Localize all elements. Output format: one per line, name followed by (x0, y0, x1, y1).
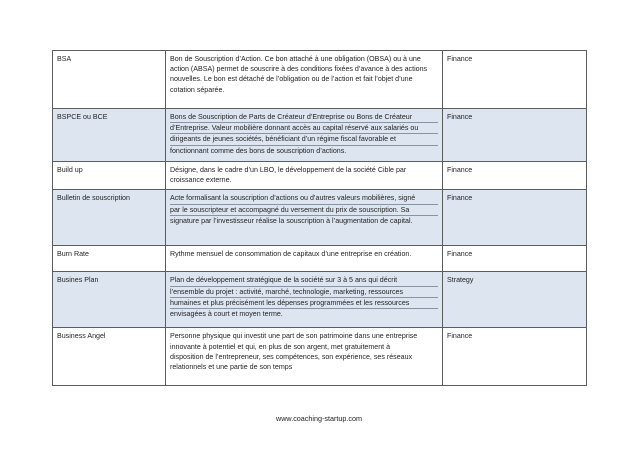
definition-line: envisagées à court et moyen terme. (170, 310, 283, 319)
definition-cell (166, 246, 443, 272)
category-cell: Finance (443, 162, 587, 190)
category-cell: Finance (443, 109, 587, 162)
definition-line: d’Entreprise. Valeur mobilière donnant accès au capital réservé aux salariés ou (170, 123, 438, 134)
term-cell: Busines Plan (53, 272, 166, 328)
definition-cell (166, 272, 443, 328)
definition-line: par le souscripteur et accompagné du versement du prix de souscription. Sa (170, 205, 438, 216)
definition-line: Bons de Souscription de Parts de Créateur d’Entreprise ou Bons de Créateur (170, 112, 438, 123)
category-cell: Finance (443, 246, 587, 272)
definition-line: fonctionnant comme des bons de souscription d’actions. (170, 146, 347, 155)
definition-line: Acte formalisant la souscription d’actions ou d’autres valeurs mobilières, signé (170, 193, 438, 204)
category-cell: Strategy (443, 272, 587, 328)
glossary-row (53, 272, 587, 328)
definition-cell (166, 190, 443, 246)
glossary-row (53, 246, 587, 272)
term-cell: BSPCE ou BCE (53, 109, 166, 162)
definition-line: croissance externe. (170, 176, 232, 185)
definition-line: l’ensemble du projet : activité, marché, technologie, marketing, ressources (170, 287, 438, 298)
term-cell: Burn Rate (53, 246, 166, 272)
term-cell: BSA (53, 51, 166, 109)
definition-line: Personne physique qui investit une part de son patrimoine dans une entreprise (170, 332, 418, 341)
definition-cell (166, 328, 443, 386)
category-cell: Finance (443, 190, 587, 246)
definition-line: cotation séparée. (170, 85, 225, 94)
definition-line: Désigne, dans le cadre d’un LBO, le développement de la société Cible par (170, 166, 407, 174)
glossary-row (53, 190, 587, 246)
definition-line: Rythme mensuel de consommation de capitaux d’une entreprise en création. (170, 250, 412, 259)
definition-line: Bon de Souscription d’Action. Ce bon attaché à une obligation (OBSA) ou à une (170, 55, 421, 63)
definition-line: innovante à potentiel et qui, en plus de son argent, met gratuitement à (170, 342, 391, 351)
definition-cell (166, 162, 443, 190)
definition-line: dirigeants de jeunes sociétés, bénéficiant d’un régime fiscal favorable et (170, 134, 438, 145)
glossary-row (53, 162, 587, 190)
glossary-body (53, 51, 587, 386)
definition-cell (166, 109, 443, 162)
definition-line: disposition de l’entrepreneur, ses compétences, son expérience, ses réseaux (170, 352, 413, 361)
glossary-row (53, 109, 587, 162)
definition-cell (166, 51, 443, 109)
glossary-row (53, 51, 587, 109)
glossary-row (53, 328, 587, 386)
category-cell: Finance (443, 328, 587, 386)
footer-website: www.coaching-startup.com (276, 414, 362, 423)
definition-line: relationnels et une partie de son temps (170, 363, 293, 372)
term-cell: Bulletin de souscription (53, 190, 166, 246)
definition-line: signature par l’investisseur réalise la souscription à l’augmentation de capital. (170, 216, 413, 225)
definition-line: Plan de développement stratégique de la société sur 3 à 5 ans qui décrit (170, 275, 438, 286)
definition-line: nouvelles. Le bon est détaché de l’obligation ou de l’action et fait l’objet d’une (170, 75, 413, 84)
definition-line: humaines et plus précisément les dépenses programmées et les ressources (170, 298, 438, 309)
term-cell: Business Angel (53, 328, 166, 386)
definition-line: action (ABSA) permet de souscrire à des conditions fixées d’avance à des actions (170, 65, 428, 74)
term-cell: Build up (53, 162, 166, 190)
category-cell: Finance (443, 51, 587, 109)
glossary-table (52, 50, 587, 386)
